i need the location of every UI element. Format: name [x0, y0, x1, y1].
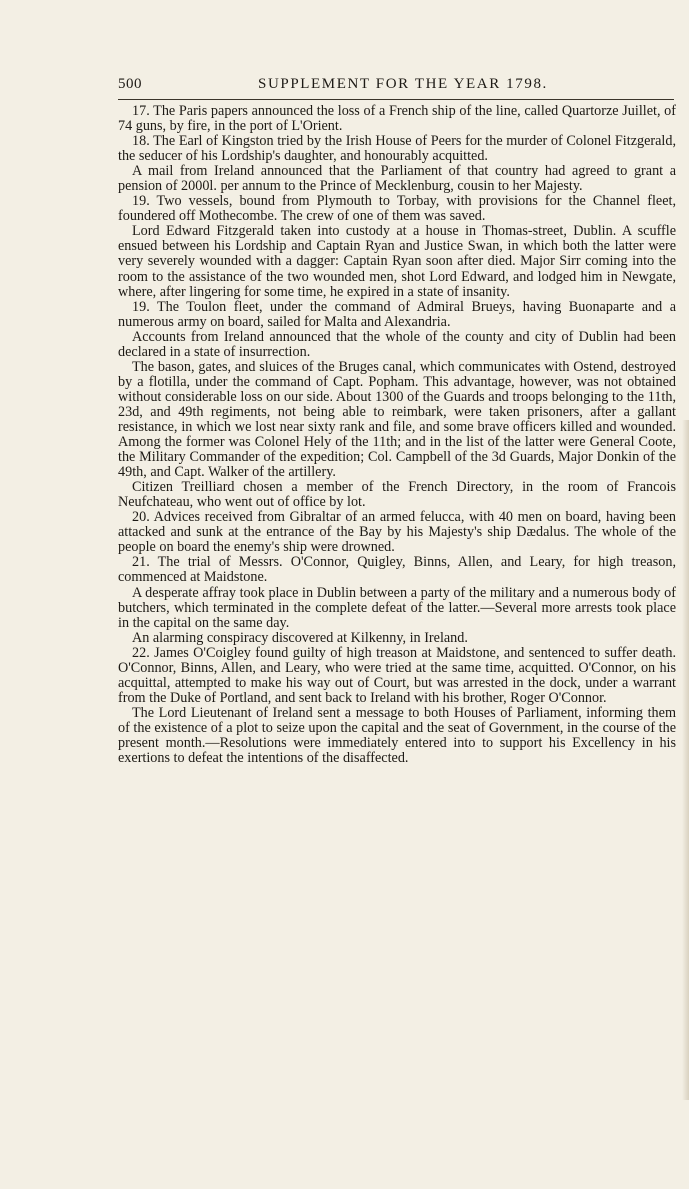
paragraph-20-gibraltar: 20. Advices received from Gibraltar of an armed felucca, with 40 men on board, having been attacked and sunk at the entrance of the Bay by his Majesty's ship Dædalus. The whole of the people on board the enemy's ship were drowned.	[118, 509, 676, 556]
page-edge-shadow	[682, 420, 689, 1100]
paragraph-bruges-canal: The bason, gates, and sluices of the Bruges canal, which communicates with Ostend, destroyed by a flotilla, under the command of Capt. Popham. This advantage, however, was not obtained without considerable loss on our side. About 1300 of the Guards and troops belonging to the 11th, 23d, and 49th regiments, not being able to reimbark, were taken prisoners, after a gallant resistance, in which we lost near sixty rank and file, and some brave officers killed and wounded. Among the former was Colonel Hely of the 11th; and in the list of the latter were General Coote, the Military Commander of the expedition; Col. Campbell of the 3d Guards, Major Donkin of the 49th, and Capt. Walker of the artillery.	[118, 358, 676, 481]
page-number: 500	[118, 76, 142, 92]
header-rule	[118, 99, 674, 100]
paragraph-19-toulon-fleet: 19. The Toulon fleet, under the command of Admiral Brueys, having Buonaparte and a numerous army on board, sailed for Malta and Alexandria.	[118, 298, 676, 330]
paragraph-treilliard: Citizen Treilliard chosen a member of the French Directory, in the room of Francois Neufchateau, who went out of office by lot.	[118, 479, 676, 511]
paragraph-22-oconnor: 22. James O'Coigley found guilty of high treason at Maidstone, and sentenced to suffer death. O'Connor, Binns, Allen, and Leary, who were tried at the same time, acquitted. O'Connor, on his acquittal, attempted to make his way out of Court, but was arrested in the dock, under a warrant from the Duke of Portland, and sent back to Ireland with his brother, Roger O'Connor.	[118, 644, 676, 706]
paragraph-dublin-affray: A desperate affray took place in Dublin between a party of the military and a numerous body of butchers, which terminated in the complete defeat of the latter.—Several more arrests took place in the capital on the same day.	[118, 584, 676, 631]
paragraph-dublin-insurrection: Accounts from Ireland announced that the whole of the county and city of Dublin had been declared in a state of insurrection.	[118, 328, 676, 360]
paragraph-21-trial: 21. The trial of Messrs. O'Connor, Quigley, Binns, Allen, and Leary, for high treason, commenced at Maidstone.	[118, 554, 676, 586]
body-text	[118, 104, 676, 766]
paragraph-lord-lieutenant: The Lord Lieutenant of Ireland sent a message to both Houses of Parliament, informing them of the existence of a plot to seize upon the capital and the seat of Government, in the course of the present month.—Resolutions were immediately entered into to support his Excellency in his exertions to defeat the intentions of the disaffected.	[118, 704, 676, 767]
paragraph-18-earl-kingston: 18. The Earl of Kingston tried by the Irish House of Peers for the murder of Colonel Fitzgerald, the seducer of his Lordship's daughter, and honourably acquitted.	[118, 133, 676, 165]
paragraph-kilkenny: An alarming conspiracy discovered at Kilkenny, in Ireland.	[132, 629, 468, 646]
running-title: SUPPLEMENT FOR THE YEAR 1798.	[258, 76, 548, 92]
paragraph-mail-ireland: A mail from Ireland announced that the Parliament of that country had agreed to grant a pension of 2000l. per annum to the Prince of Mecklenburg, cousin to her Majesty.	[118, 163, 676, 195]
paragraph-17-french-ship: 17. The Paris papers announced the loss of a French ship of the line, called Quartorze Juillet, of 74 guns, by fire, in the port of L'Orient.	[118, 103, 676, 135]
paragraph-19-vessels: 19. Two vessels, bound from Plymouth to Torbay, with provisions for the Channel fleet, foundered off Mothecombe. The crew of one of them was saved.	[118, 193, 676, 225]
running-header	[118, 76, 674, 98]
paragraph-lord-edward: Lord Edward Fitzgerald taken into custody at a house in Thomas-street, Dublin. A scuffle ensued between his Lordship and Captain Ryan and Justice Swan, in which both the latter were very severely wounded with a dagger: Captain Ryan soon after died. Major Sirr coming into the room to the assistance of the two wounded men, shot Lord Edward, and lodged him in Newgate, where, after lingering for some time, he expired in a state of insanity.	[118, 223, 676, 300]
